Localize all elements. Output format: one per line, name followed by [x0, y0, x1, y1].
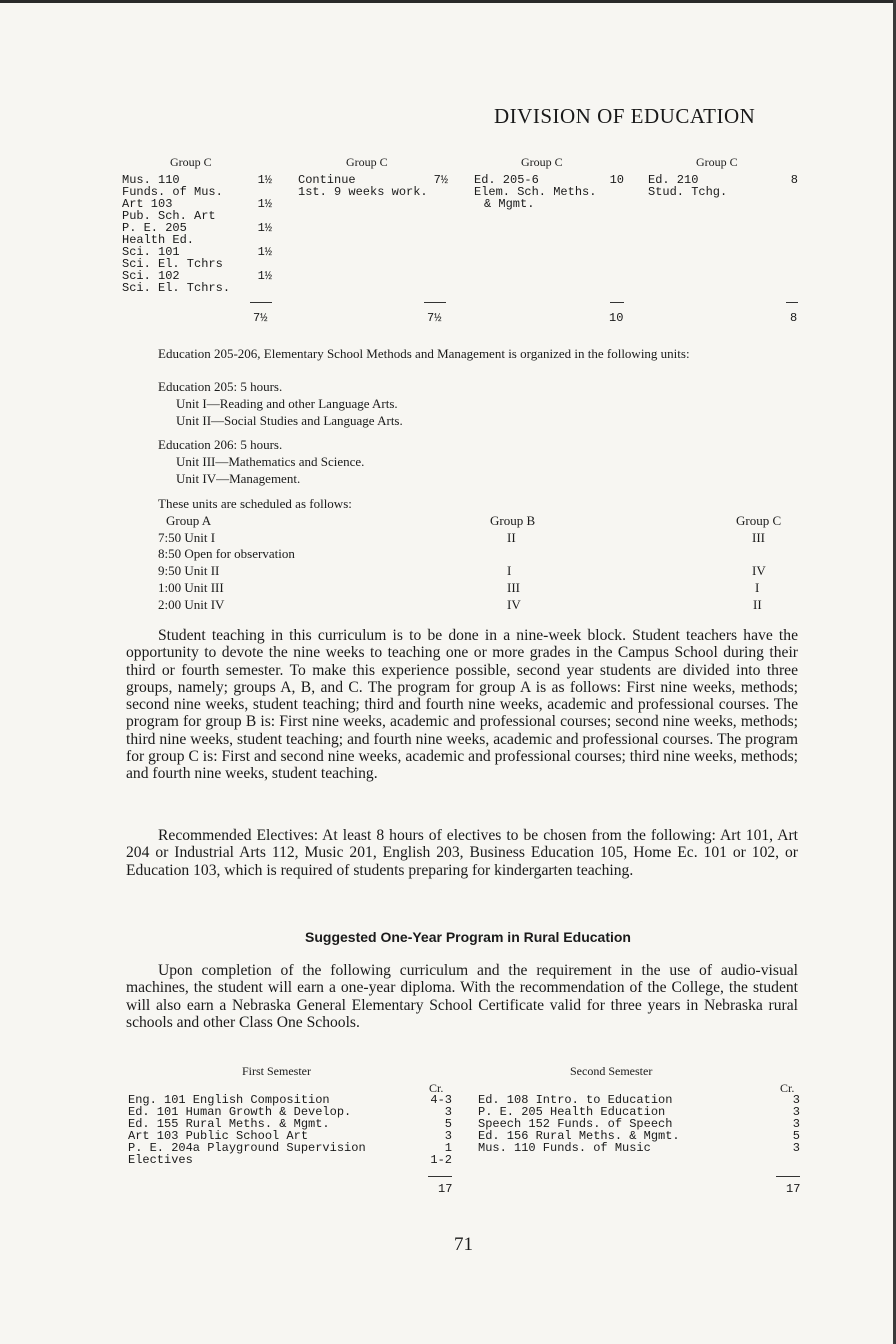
- schedule-cell: III: [507, 580, 520, 595]
- course-name: Ed. 155 Rural Meths. & Mgmt.: [128, 1117, 330, 1131]
- course-name: Pub. Sch. Art: [122, 209, 216, 223]
- course-name: Ed. 205-6: [474, 173, 539, 187]
- paragraph-text: Student teaching in this curriculum is to be done in a nine-week block. Student teachers have the opportunity to devote the nine weeks to teaching one or more grades in the Campus School during their third or fourth semester. To make this experience possible, second year students are divided into three groups, namely; groups A, B, and C. The program for group A is as follows: First nine weeks, methods; second nine weeks, student teaching; third and fourth nine weeks, academic and professional courses. The program for group B is: First nine weeks, academic and professional courses; second nine weeks, methods; third nine weeks, student teaching; and fourth nine weeks, academic and professional courses. The program for group C is: First and second nine weeks, academic and professional courses; third nine weeks, methods; and fourth nine weeks, student teaching.: [126, 627, 798, 783]
- course-name: Ed. 156 Rural Meths. & Mgmt.: [478, 1129, 680, 1143]
- group-column-1: [122, 174, 272, 294]
- group-label: Group C: [521, 155, 563, 169]
- group-label: Group C: [170, 155, 212, 169]
- course-name: Electives: [128, 1153, 193, 1167]
- course-credit: 3: [792, 1141, 800, 1155]
- total-rule: [786, 302, 798, 303]
- total-rule: [610, 302, 624, 303]
- units-intro: Education 205-206, Elementary School Methods and Management is organized in the following units:: [158, 346, 690, 361]
- schedule-cell: IV: [752, 563, 766, 578]
- course-name: Health Ed.: [122, 233, 195, 247]
- course-credit: 3: [444, 1129, 452, 1143]
- student-teaching-paragraph: [126, 627, 798, 783]
- schedule-cell: II: [507, 530, 516, 545]
- course-name: Art 103: [122, 197, 173, 211]
- semester-total: 17: [438, 1182, 453, 1196]
- schedule-header: Group C: [736, 513, 782, 528]
- course-name: Elem. Sch. Meths.: [474, 185, 597, 199]
- course-name: Ed. 108 Intro. to Education: [478, 1093, 673, 1107]
- course-name: Sci. El. Tchrs: [122, 257, 223, 271]
- schedule-cell: III: [752, 530, 765, 545]
- paragraph-text: Upon completion of the following curriculum and the requirement in the use of audio-visual machines, the student will earn a one-year diploma. With the recommendation of the College, the student will also earn a Nebraska General Elementary School Certificate valid for three years in Nebraska rural schools and other Class One Schools.: [126, 962, 798, 1031]
- course-credit: 5: [444, 1117, 452, 1131]
- paragraph-text: Recommended Electives: At least 8 hours of electives to be chosen from the following: Art 101, Art 204 or Industrial Arts 112, Music 201, English 203, Business Education 105, Home Ec. 101 or 102, or Education 103, which is required of students preparing for kindergarten teaching.: [126, 827, 798, 879]
- schedule-cell: I: [755, 580, 760, 595]
- schedule-cell: 1:00 Unit III: [158, 580, 224, 595]
- credit-header: Cr.: [429, 1081, 444, 1095]
- total-rule: [424, 302, 446, 303]
- course-name: Funds. of Mus.: [122, 185, 223, 199]
- group-total: 8: [790, 311, 798, 325]
- course-credit: 1½: [257, 221, 272, 235]
- ed205-title: Education 205: 5 hours.: [158, 379, 283, 394]
- course-credit: 1-2: [430, 1153, 452, 1167]
- course-name: & Mgmt.: [484, 197, 535, 211]
- schedule-cell: I: [507, 563, 512, 578]
- rural-program-heading: Suggested One-Year Program in Rural Education: [305, 929, 631, 945]
- course-name: Sci. 101: [122, 245, 180, 259]
- schedule-cell: 9:50 Unit II: [158, 563, 220, 578]
- group-column-2: [298, 174, 448, 198]
- course-name: Mus. 110: [122, 173, 180, 187]
- course-credit: 5: [792, 1129, 800, 1143]
- course-name: Sci. 102: [122, 269, 180, 283]
- ed206-unit: Unit III—Mathematics and Science.: [176, 454, 365, 469]
- course-credit: 3: [792, 1093, 800, 1107]
- course-name: Art 103 Public School Art: [128, 1129, 309, 1143]
- course-name: Continue: [298, 173, 356, 187]
- course-credit: 1½: [257, 245, 272, 259]
- group-total: 10: [609, 311, 624, 325]
- schedule-cell: 2:00 Unit IV: [158, 597, 225, 612]
- group-total: 7½: [427, 311, 442, 325]
- ed205-unit: Unit I—Reading and other Language Arts.: [176, 396, 398, 411]
- course-credit: 3: [444, 1105, 452, 1119]
- course-name: P. E. 204a Playground Supervision: [128, 1141, 366, 1155]
- group-label: Group C: [346, 155, 388, 169]
- group-column-3: [474, 174, 624, 210]
- course-credit: 3: [792, 1117, 800, 1131]
- course-name: Sci. El. Tchrs.: [122, 281, 231, 295]
- course-credit: 1½: [257, 269, 272, 283]
- course-credit: 4-3: [430, 1093, 452, 1107]
- first-semester-list: [128, 1094, 452, 1166]
- course-name: Ed. 210: [648, 173, 699, 187]
- group-column-4: [648, 174, 798, 198]
- course-credit: 7½: [433, 173, 448, 187]
- course-credit: 10: [609, 173, 624, 187]
- total-rule: [776, 1176, 800, 1177]
- ed205-unit: Unit II—Social Studies and Language Arts.: [176, 413, 403, 428]
- electives-paragraph: [126, 827, 798, 879]
- course-name: Mus. 110 Funds. of Music: [478, 1141, 651, 1155]
- schedule-cell: IV: [507, 597, 521, 612]
- schedule-cell: II: [753, 597, 762, 612]
- ed206-title: Education 206: 5 hours.: [158, 437, 283, 452]
- course-credit: 1: [444, 1141, 452, 1155]
- group-total: 7½: [253, 311, 268, 325]
- course-name: Stud. Tchg.: [648, 185, 728, 199]
- semester-title: First Semester: [242, 1064, 311, 1078]
- scan-edge-top: [0, 0, 896, 3]
- page-header-title: DIVISION OF EDUCATION: [494, 104, 756, 128]
- total-rule: [428, 1176, 452, 1177]
- credit-header: Cr.: [780, 1081, 795, 1095]
- course-name: P. E. 205 Health Education: [478, 1105, 666, 1119]
- course-name: Speech 152 Funds. of Speech: [478, 1117, 673, 1131]
- course-credit: 1½: [257, 197, 272, 211]
- course-name: 1st. 9 weeks work.: [298, 185, 428, 199]
- second-semester-list: [478, 1094, 800, 1154]
- course-name: Eng. 101 English Composition: [128, 1093, 330, 1107]
- course-credit: 1½: [257, 173, 272, 187]
- schedule-header: Group B: [490, 513, 536, 528]
- semester-title: Second Semester: [570, 1064, 653, 1078]
- course-name: Ed. 101 Human Growth & Develop.: [128, 1105, 352, 1119]
- schedule-cell: 8:50 Open for observation: [158, 546, 295, 561]
- course-name: P. E. 205: [122, 221, 187, 235]
- ed206-unit: Unit IV—Management.: [176, 471, 301, 486]
- total-rule: [250, 302, 272, 303]
- rural-paragraph: [126, 962, 798, 1031]
- page-number: 71: [454, 1234, 473, 1255]
- course-credit: 3: [792, 1105, 800, 1119]
- semester-total: 17: [786, 1182, 801, 1196]
- schedule-cell: 7:50 Unit I: [158, 530, 216, 545]
- schedule-header: Group A: [166, 513, 212, 528]
- group-label: Group C: [696, 155, 738, 169]
- schedule-intro: These units are scheduled as follows:: [158, 496, 352, 511]
- course-credit: 8: [790, 173, 798, 187]
